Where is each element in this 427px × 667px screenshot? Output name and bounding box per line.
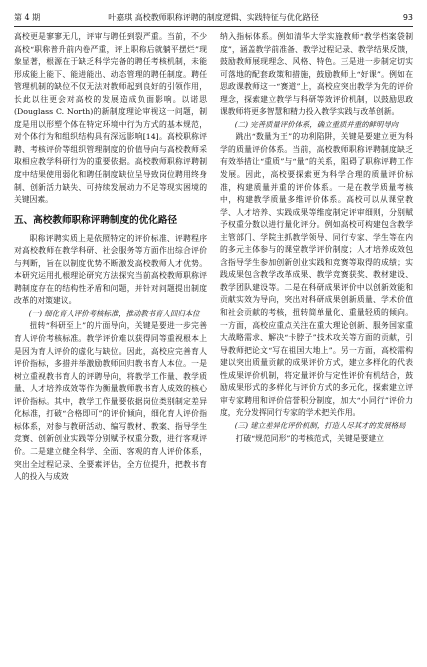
- subsection-heading: (二) 完善质量评价体系，确立重质并重的鲜明导向: [234, 119, 399, 129]
- page-number: 93: [402, 12, 413, 22]
- article-body: [14, 31, 413, 661]
- paragraph: 扭转“科研至上”的片面导向，关键是要进一步完善育人评价考核标准。教学评价难以获得同等重视根本上是因为育人评价的虚化与缺位。因此，高校应完善育人评价指标，多措并举激励教师回归教书育人本位。一是树立重视教书育人的评聘导向，将教学工作量、教学质量、人才培养成效等作为衡量教师教书育人成效的核心评价指标。其中，教学工作量要依据岗位类别制定差异化标准，打破“合格即可”的评价倾向，细化育人评价指标体系，对参与教研活动、编写教材、教案、指导学生竞赛、创新创业实践等分别赋予权重分数，进行客观评价。二是建立健全科学、全面、客观的育人评价体系，突出全过程记录、全要素评估，全方位提升，把教书育人的投入与成效: [14, 321, 207, 482]
- section-heading: 五、高校教师职称评聘制度的优化路径: [14, 214, 178, 226]
- subsection-heading: (一) 细化育人评价考核标准，推动教书育人回归本位: [28, 308, 200, 318]
- subsection-heading: (三) 建立差异化评价机制，打造人尽其才的发展格局: [234, 420, 406, 430]
- running-title: 叶嘉琪 高校教师职称评聘的制度逻辑、实践特征与优化路径: [108, 12, 319, 22]
- paragraph: 高校更是寥寥无几，评审与聘任到裂严重。当前，不少高校“职称普升前内卷严重，评上职称后就躺平摆烂”现象显著，根源在于缺乏科学完备的聘任考核机制，未能形成能上能下、能进能出、动态管理的聘任制度。聘任管理机制的缺位不仅无法对教师起到良好的引领作用，长此以往更会对高校的发展造成负面影响。以诺思(Douglass C. North)的新制度理论审视这一问题，制度是用以形塑个体在特定环境中行为方式的基本规范，对个体行为和组织结构具有深远影响[14]。高校职称评聘、考核评价等组织管理制度的价值导向与高校教师采取相应教学科研行为的重要依据。高校教师职称评聘制度中结果使用弱化和聘任制度缺位呈导致岗位聘用终身制、创新活力缺失、可持续发展动力不足等现实困境的关键因素。: [14, 32, 207, 205]
- header-rule: [14, 26, 413, 27]
- paragraph: 职称评聘实质上是依照特定的评价标准、评聘程序对高校教师在教学科研、社会服务等方面作出综合评价与判断，旨在以制度优势不断激发高校教师人才优势。本研究运用扎根理论研究方法探究当前高校教师职称评聘制度存在的结构性矛盾和问题，并针对问题提出制度改革的对策建议。: [14, 233, 207, 306]
- paragraph: 跳出“数量为王”的功利陷阱，关键是要建立更为科学的质量评价体系。当前，高校教师职称评聘制度缺乏有效举措让“重质”与“量”的关系，阻碍了职称评聘工作发展。因此，高校要探索更为科学合理的质量评价标准，构建质量并重的评价体系。一是在教学质量考核中，构建教学质量多维评价体系。高校可以从课堂教学、人才培养、实践成果等维度制定评审细则，分别赋予权重分数以进行量化评分。例如高校可构建包含教学主管部门、学院主抓教学领导、同行专家、学生等在内的多元主体参与的课堂教学评价制度；人才培养成效包含指导学生参加创新创业实践和竞赛等取得的成绩；实践成果包含教学改革成果、教学竞赛获奖、教材建设、教学团队建设等。二是在科研成果评价中以创新效能和贡献实效为导向，突出对科研成果创新质量、学术价值和社会贡献的考核，扭转简单量化、重量轻质的倾向。一方面，高校应重点关注在重大理论创新、服务国家重大战略需求、解决“卡脖子”技术攻关等方面的贡献，引导教师把论文“写在祖国大地上”。另一方面，高校需构建以突出质量贡献的成果评价方式，建立多样化的代表性成果评价机制，将定量评价与定性评价有机结合，鼓励成果形式的多样化与评价方式的多元化，探索建立评审专家聘用和评价信誉积分制度，加大“小同行”评价力度，充分发挥同行专家的学术把关作用。: [220, 132, 413, 418]
- paragraph: 纳入指标体系。例如清华大学实施教师“教学档案袋制度”，涵盖教学前准备、教学过程记录、教学结果反馈，鼓励教师展现理念、风格、特色。三是进一步制定切实可落地的配套政策和措施，鼓励教师上“好课”。例如在思政课教师这一“赛道”上，高校应突出教学为先的评价理念，探索建立教学与科研等效评价机制，以鼓励思政课教师将更多智慧和精力投入教学实践与改革创新。: [220, 32, 413, 117]
- issue-number: 第 4 期: [14, 12, 41, 22]
- left-column: [14, 31, 207, 661]
- right-column: [220, 31, 413, 661]
- paragraph: 打破“规范同形”的考核范式，关键是要建立: [235, 433, 384, 443]
- page-header: [14, 10, 413, 24]
